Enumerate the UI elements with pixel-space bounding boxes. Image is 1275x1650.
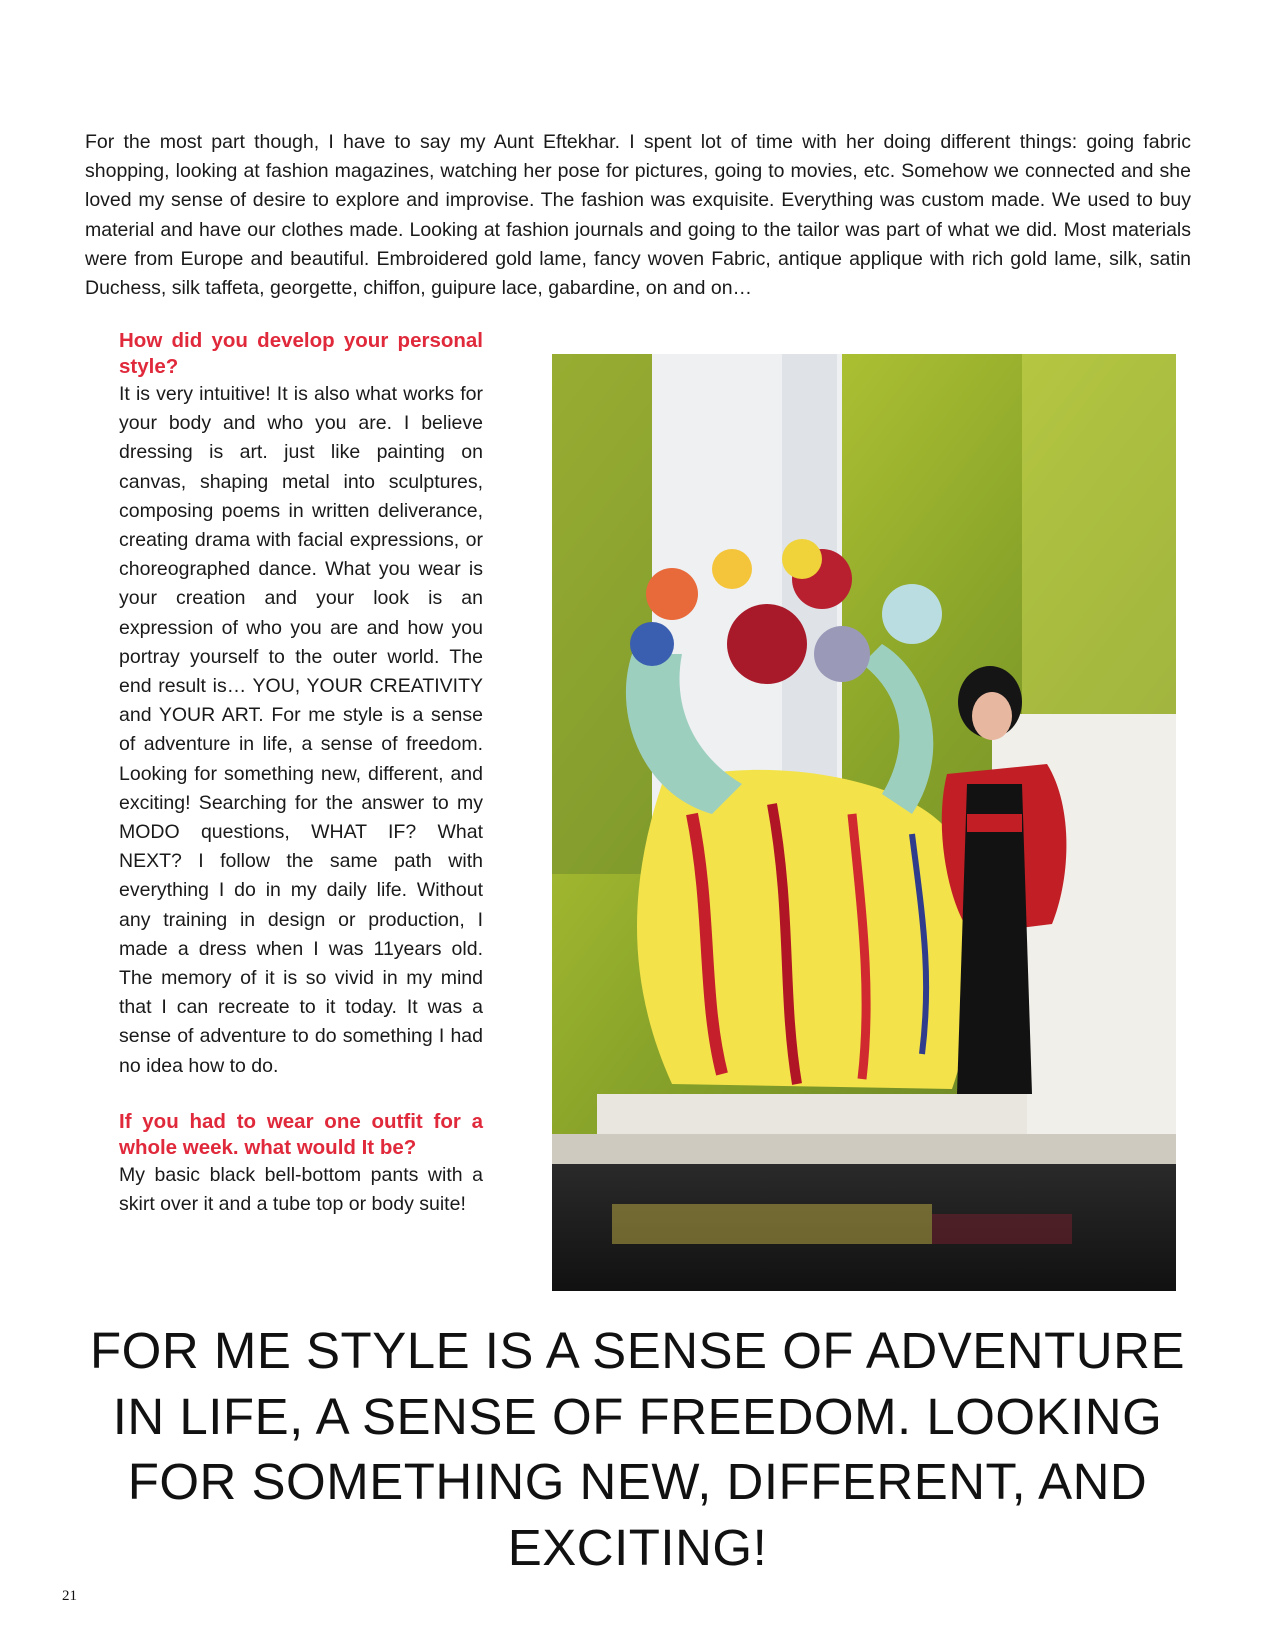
answer-personal-style: It is very intuitive! It is also what works for your body and who you are. I believe dressing is art. just like painting on canvas, shaping metal into sculptures, composing poems in written deliverance, creating drama with facial expressions, or choreographed dance. What you wear is your creation and your look is an expression of who you are and how you portray yourself to the outer world. The end result is… YOU, YOUR CREATIVITY and YOUR ART. For me style is a sense of adventure in life, a sense of freedom. Looking for something new, different, and exciting! Searching for the answer to my MODO questions, WHAT IF? What NEXT? I follow the same path with everything I do in my daily life. Without any training in design or production, I made a dress when I was 11years old. The memory of it is so vivid in my mind that I can recreate to it today. It was a sense of adventure to do something I had no idea how to do.	[119, 383, 483, 1077]
pull-quote: FOR ME STYLE IS A SENSE OF ADVENTURE IN LIFE, A SENSE OF FREEDOM. LOOKING FOR SOMETHING NEW, DIFFERENT, AND EXCITING!	[90, 1322, 1185, 1576]
page-number: 21	[62, 1588, 77, 1604]
interview-column	[119, 328, 483, 1219]
intro-paragraph: For the most part though, I have to say my Aunt Eftekhar. I spent lot of time with her doing different things: going fabric shopping, looking at fashion magazines, watching her pose for pictures, going to movies, etc. Somehow we connected and she loved my sense of desire to explore and improvise. The fashion was exquisite. Everything was custom made. We used to buy material and have our clothes made. Looking at fashion journals and going to the tailor was part of what we did. Most materials were from Europe and beautiful. Embroidered gold lame, fancy woven Fabric, antique applique with rich gold lame, silk, satin Duchess, silk taffeta, georgette, chiffon, guipure lace, gabardine, on and on…	[85, 131, 1191, 300]
question-one-outfit: If you had to wear one outfit for a whole week. what would It be?	[119, 1109, 483, 1159]
feature-photo	[552, 354, 1176, 1291]
question-personal-style: How did you develop your personal style?	[119, 329, 483, 378]
answer-one-outfit: My basic black bell-bottom pants with a skirt over it and a tube top or body suite!	[119, 1163, 483, 1216]
